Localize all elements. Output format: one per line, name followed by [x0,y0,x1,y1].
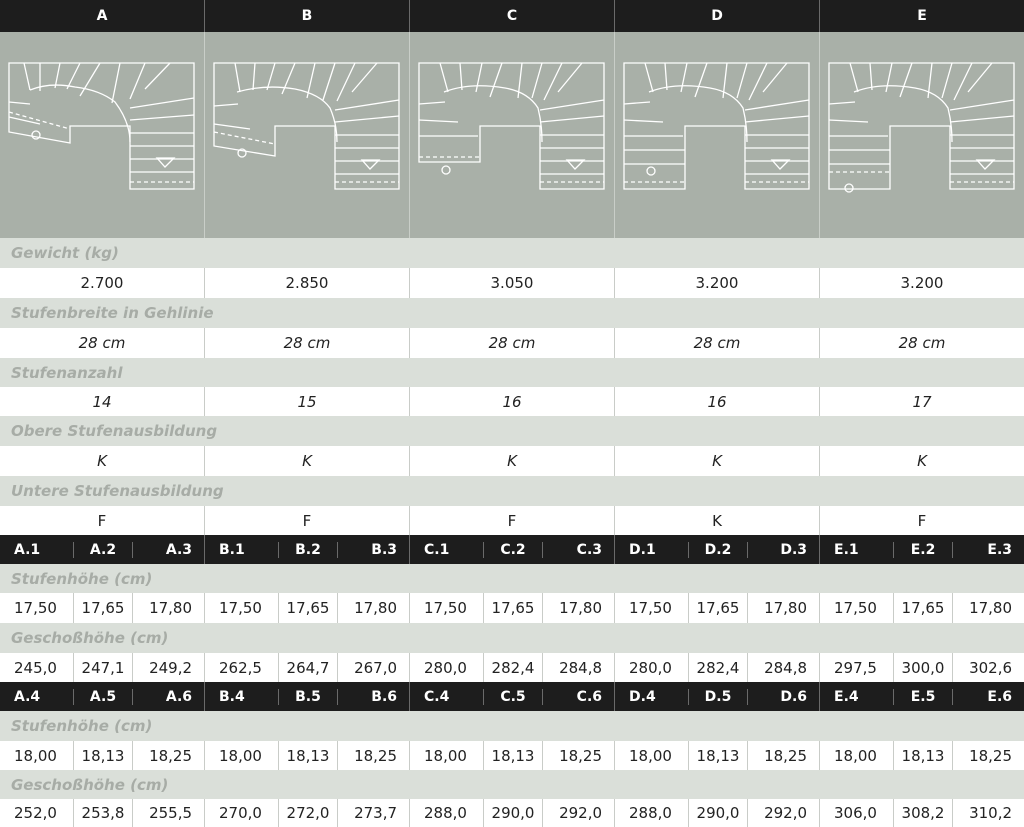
value-cell: 28 cm [410,328,615,358]
value-cell: 253,8 [74,799,134,827]
value-cell: 288,0 [410,799,484,827]
sub-header: B.6 [371,688,398,705]
column-header-a: A [0,0,205,32]
value-group [205,653,410,682]
value-cell: 308,2 [894,799,954,827]
group-b [205,535,410,564]
sub-header: C.6 [576,688,603,705]
sub-header: D.3 [780,541,808,558]
sub-header: E.4 [820,689,894,705]
value-cell: F [917,511,927,530]
value-group [410,653,615,682]
stair-plan-a-icon [0,32,205,238]
value-cell: 18,00 [205,741,279,770]
value-cell: 18,13 [74,741,134,770]
sub-header: D.1 [615,542,689,558]
value-cell: F [205,506,410,535]
group-a [0,535,205,564]
value-group [410,799,615,827]
value-cell: 267,0 [354,658,398,677]
value-cell: 284,8 [764,658,808,677]
values-row-gewicht [0,268,1024,298]
sub-header: C.3 [576,541,603,558]
value-cell: 17 [912,392,932,411]
column-header-row [0,0,1024,32]
value-group [820,741,1024,770]
sub-header: B.3 [371,541,398,558]
value-cell: 2.700 [0,268,205,298]
value-cell: K [0,446,205,476]
sub-header: A.6 [165,688,193,705]
value-cell: 17,80 [969,599,1013,617]
value-cell: K [615,446,820,476]
values-row-stufenbreite [0,328,1024,358]
value-cell: 28 cm [205,328,410,358]
subgroup-header-row-2 [0,682,1024,711]
value-cell: 280,0 [615,653,689,682]
value-cell: 14 [0,387,205,416]
values-row-untere [0,506,1024,535]
value-cell: 18,25 [354,746,398,765]
value-cell: 284,8 [559,658,603,677]
value-cell: K [917,452,927,470]
value-cell: 290,0 [689,799,749,827]
value-cell: 273,7 [354,804,398,822]
value-group [410,741,615,770]
stair-plan-e-icon [820,32,1024,238]
group-c [410,535,615,564]
values-row-geschosshoehe-2 [0,799,1024,827]
value-cell: 280,0 [410,653,484,682]
sub-header: B.1 [205,542,279,558]
value-cell: 290,0 [484,799,544,827]
group-e [820,535,1024,564]
sub-header: C.5 [484,689,544,705]
value-cell: 18,13 [484,741,544,770]
value-group [410,593,615,623]
value-cell: 18,13 [279,741,339,770]
value-cell: 16 [615,387,820,416]
value-cell: 3.200 [615,268,820,298]
value-cell: F [410,506,615,535]
value-cell: 297,5 [820,653,894,682]
value-cell: 264,7 [279,653,339,682]
sub-header: D.6 [780,688,808,705]
sub-header: A.5 [74,689,134,705]
value-cell: 17,50 [205,593,279,623]
value-cell: 15 [205,387,410,416]
value-cell: 3.200 [900,274,944,292]
values-row-stufenanzahl [0,387,1024,416]
sub-header: E.6 [987,688,1013,705]
sub-header: C.2 [484,542,544,558]
value-cell: 310,2 [969,804,1013,822]
value-cell: 292,0 [764,804,808,822]
stair-plan-b-icon [205,32,410,238]
sub-header: C.4 [410,689,484,705]
values-row-geschosshoehe-1 [0,653,1024,682]
section-label-obere: Obere Stufenausbildung [0,416,1024,446]
value-cell: 17,65 [74,593,134,623]
sub-header: D.2 [689,542,749,558]
value-cell: 262,5 [205,653,279,682]
sub-header: A.4 [0,689,74,705]
value-cell: 302,6 [969,658,1013,677]
row-label-stufenhoehe-2: Stufenhöhe (cm) [0,711,1024,741]
value-group [0,593,205,623]
value-group [205,799,410,827]
value-group [0,653,205,682]
sub-header: B.4 [205,689,279,705]
value-cell: 247,1 [74,653,134,682]
sub-header: A.1 [0,542,74,558]
value-cell: 17,80 [764,599,808,617]
value-cell: 270,0 [205,799,279,827]
sub-header: A.3 [165,541,193,558]
value-cell: 18,00 [615,741,689,770]
value-cell: 28 cm [615,328,820,358]
values-row-stufenhoehe-1 [0,593,1024,623]
value-group [820,593,1024,623]
value-cell: 18,13 [689,741,749,770]
value-cell: 3.050 [410,268,615,298]
sub-header: B.2 [279,542,339,558]
value-group [615,653,820,682]
value-cell: 272,0 [279,799,339,827]
value-cell: K [205,446,410,476]
value-cell: 28 cm [0,328,205,358]
value-group [205,593,410,623]
value-group [0,741,205,770]
value-group [205,741,410,770]
value-cell: 282,4 [689,653,749,682]
row-label-geschosshoehe-1: Geschoßhöhe (cm) [0,623,1024,653]
value-cell: 18,13 [894,741,954,770]
section-label-untere: Untere Stufenausbildung [0,476,1024,506]
value-cell: 17,65 [894,593,954,623]
group-c [410,682,615,711]
group-e [820,682,1024,711]
value-cell: K [410,446,615,476]
value-cell: 17,80 [149,599,193,617]
column-header-e: E [917,8,927,24]
column-header-b: B [205,0,410,32]
sub-header: D.5 [689,689,749,705]
value-cell: 17,65 [279,593,339,623]
value-cell: 245,0 [0,653,74,682]
value-cell: 249,2 [149,658,193,677]
value-cell: 18,25 [559,746,603,765]
group-d [615,535,820,564]
row-label-geschosshoehe-2: Geschoßhöhe (cm) [0,770,1024,799]
stair-plan-d-icon [615,32,820,238]
value-cell: 288,0 [615,799,689,827]
sub-header: B.5 [279,689,339,705]
value-cell: 300,0 [894,653,954,682]
row-label-stufenhoehe-1: Stufenhöhe (cm) [0,564,1024,593]
value-cell: 255,5 [149,804,193,822]
value-cell: 292,0 [559,804,603,822]
section-label-gewicht: Gewicht (kg) [0,238,1024,268]
sub-header: D.4 [615,689,689,705]
value-cell: 282,4 [484,653,544,682]
value-cell: 17,65 [484,593,544,623]
value-cell: 16 [410,387,615,416]
sub-header: E.3 [987,541,1013,558]
stair-plan-c-icon [410,32,615,238]
diagram-row [0,32,1024,238]
value-cell: 17,50 [410,593,484,623]
value-cell: 18,25 [969,746,1013,765]
value-cell: 28 cm [898,334,946,352]
sub-header: C.1 [410,542,484,558]
values-row-obere [0,446,1024,476]
value-cell: 17,80 [559,599,603,617]
subgroup-header-row-1 [0,535,1024,564]
value-cell: 18,25 [149,746,193,765]
value-cell: 17,65 [689,593,749,623]
section-label-stufenbreite: Stufenbreite in Gehlinie [0,298,1024,328]
value-cell: K [615,506,820,535]
column-header-c: C [410,0,615,32]
group-b [205,682,410,711]
value-group [615,741,820,770]
value-cell: 18,00 [820,741,894,770]
value-group [615,593,820,623]
value-cell: 18,00 [0,741,74,770]
value-cell: 17,50 [615,593,689,623]
sub-header: E.2 [894,542,954,558]
value-cell: 18,00 [410,741,484,770]
sub-header: E.1 [820,542,894,558]
value-group [820,799,1024,827]
value-cell: 18,25 [764,746,808,765]
values-row-stufenhoehe-2 [0,741,1024,770]
group-d [615,682,820,711]
value-cell: 17,80 [354,599,398,617]
value-group [0,799,205,827]
value-cell: 2.850 [205,268,410,298]
value-group [615,799,820,827]
sub-header: E.5 [894,689,954,705]
value-cell: F [0,506,205,535]
group-a [0,682,205,711]
value-cell: 306,0 [820,799,894,827]
sub-header: A.2 [74,542,134,558]
column-header-d: D [615,0,820,32]
value-cell: 17,50 [820,593,894,623]
value-cell: 252,0 [0,799,74,827]
value-group [820,653,1024,682]
value-cell: 17,50 [0,593,74,623]
section-label-stufenanzahl: Stufenanzahl [0,358,1024,387]
